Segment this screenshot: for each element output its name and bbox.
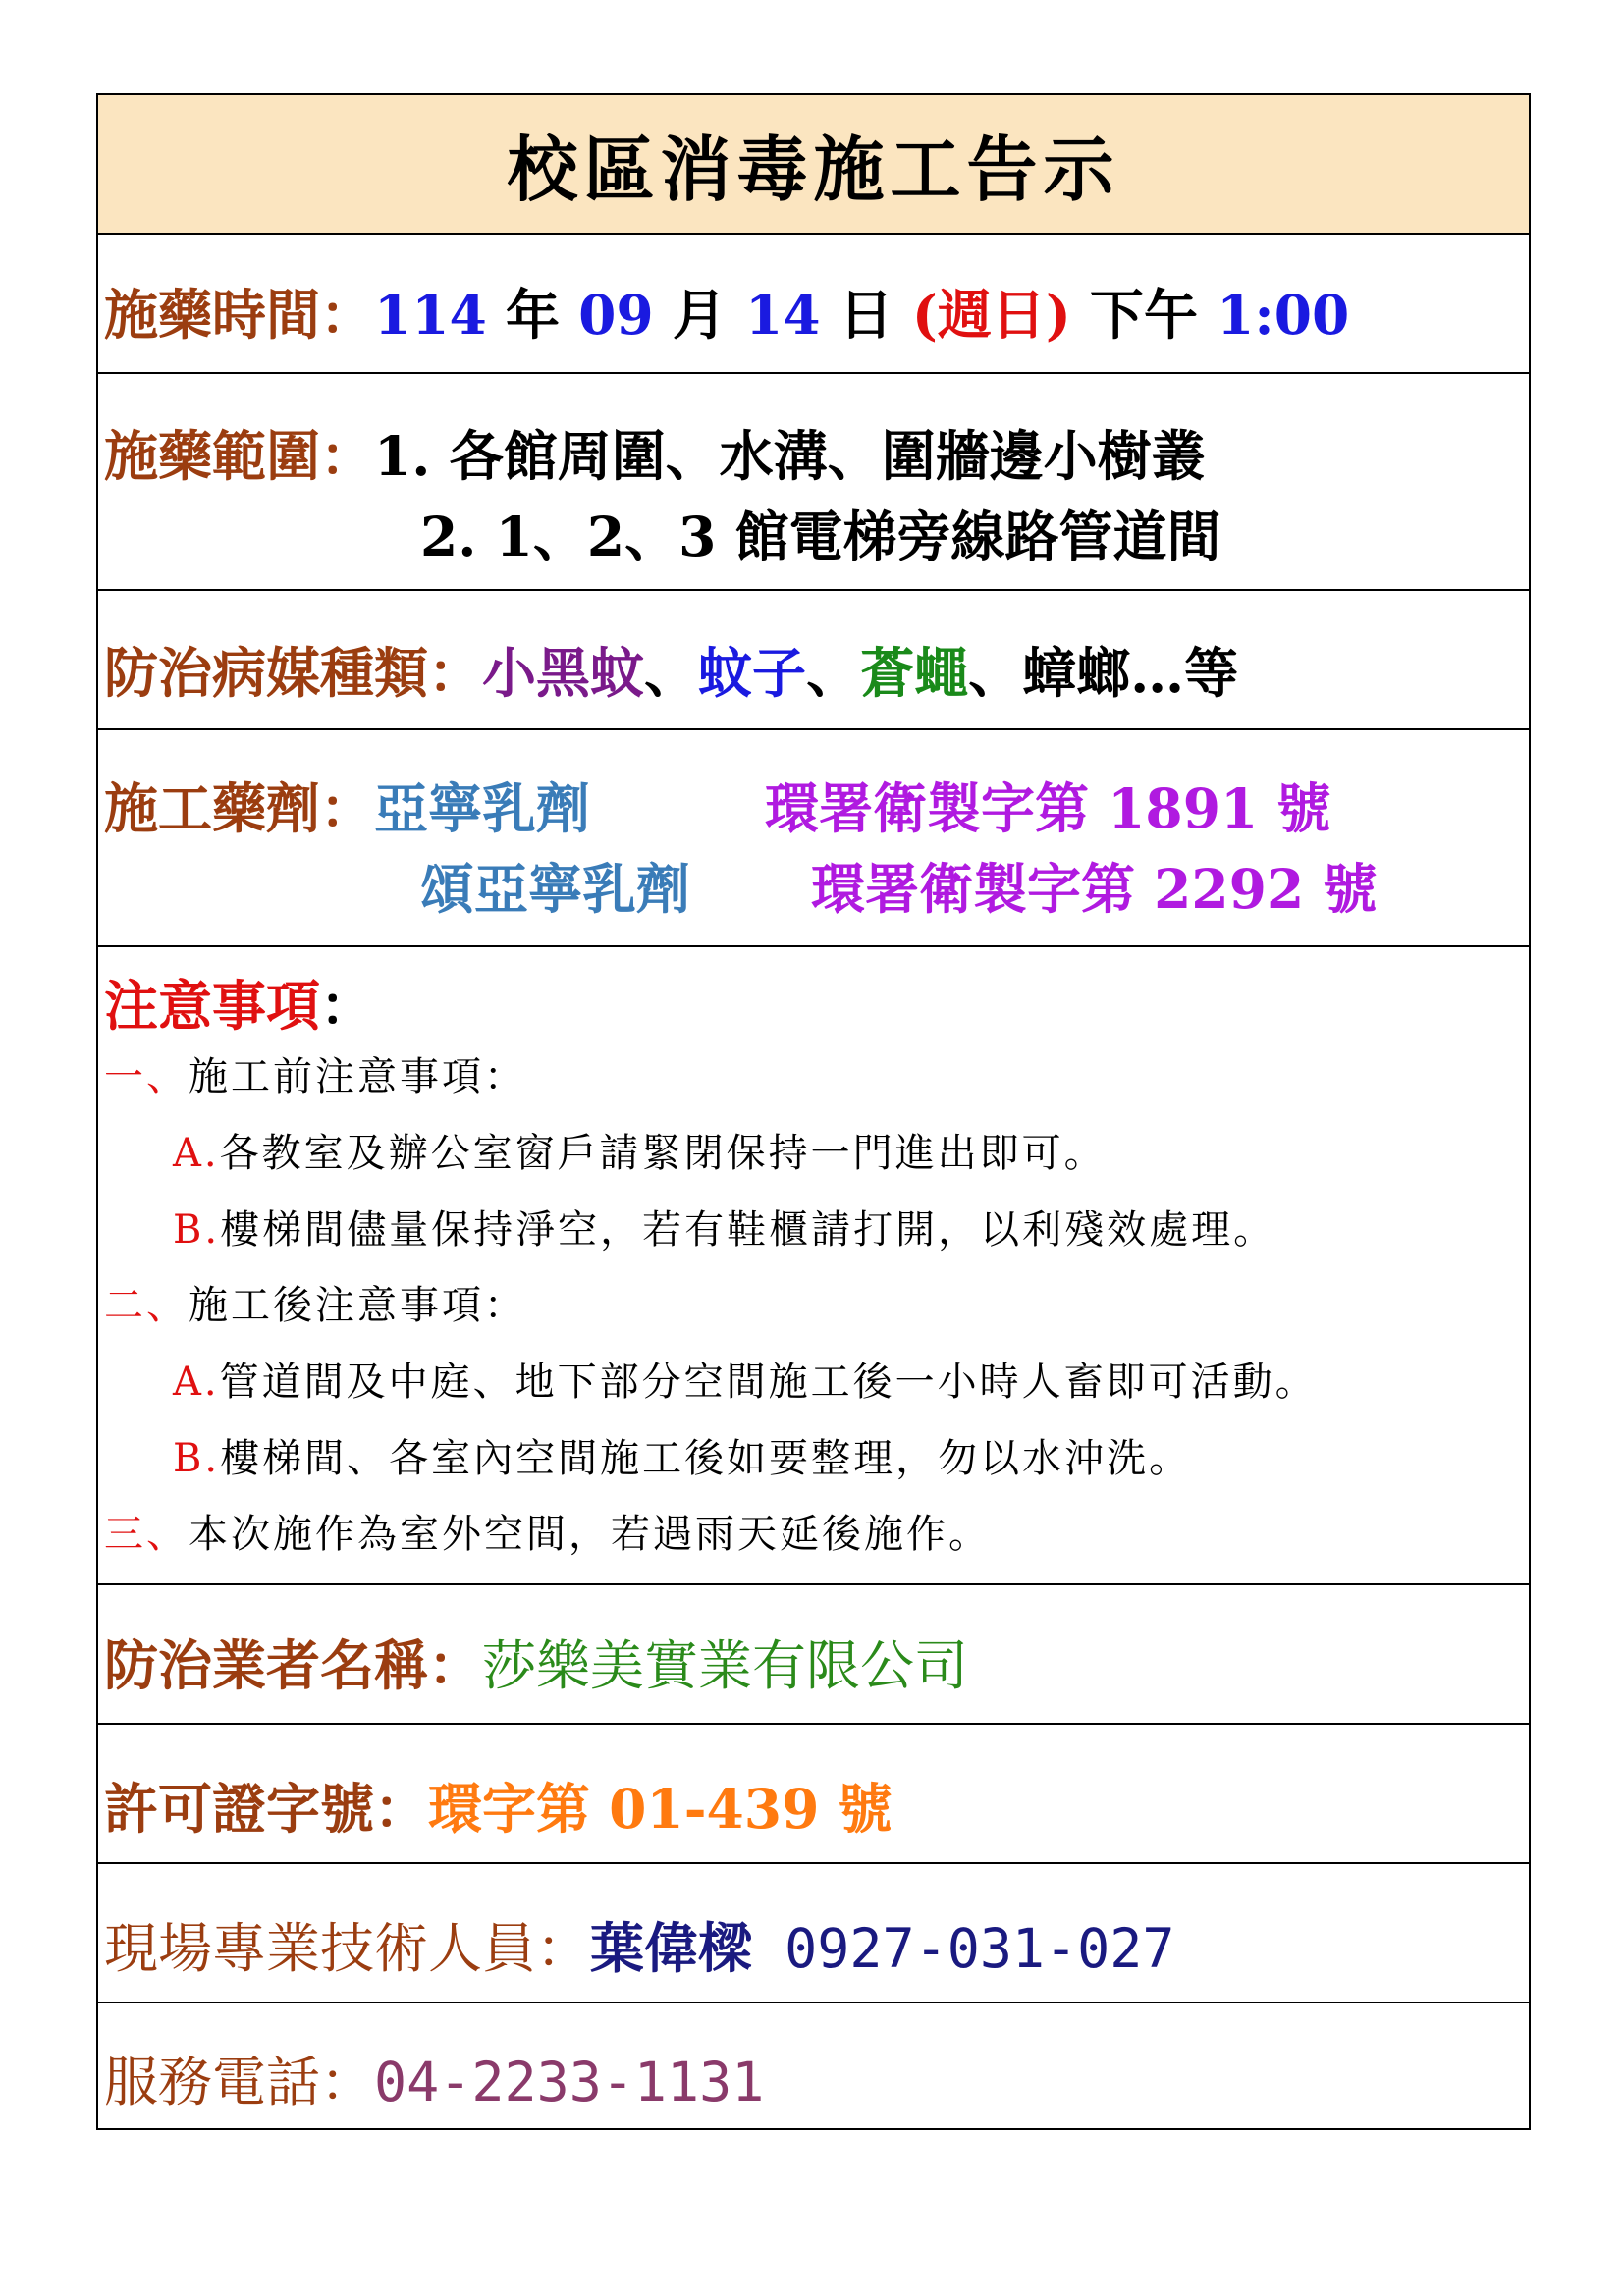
note-item (173, 1427, 1191, 1483)
notice-board (96, 93, 1531, 2130)
note-section-number: 一、 (104, 1054, 189, 1099)
scope-item: 2. 1、2、3 館電梯旁線路管道間 (420, 505, 1221, 568)
scope-item: 1. 各館周圍、水溝、圍牆邊小樹叢 (374, 424, 1206, 488)
note-item (173, 1351, 1318, 1407)
company-line (104, 1623, 968, 1700)
time-row (98, 235, 1529, 374)
notes-colon: ： (320, 974, 375, 1038)
technician-name: 葉偉樑 (590, 1916, 753, 1980)
pests-row (98, 591, 1529, 730)
title-row (98, 95, 1529, 235)
license-row (98, 1725, 1529, 1864)
note-section (104, 1503, 991, 1559)
pest-rest: 、蟑螂…等 (968, 641, 1239, 705)
note-section-text: 施工後注意事項： (189, 1283, 526, 1328)
service-line (104, 2039, 764, 2116)
pests-line (104, 630, 1238, 708)
note-item-letter: B. (173, 1207, 221, 1253)
notes-heading: 注意事項 (104, 974, 321, 1038)
time-weekday: (週日) (911, 283, 1071, 347)
service-phone: 04-2233-1131 (374, 2051, 765, 2113)
license-label: 許可證字號： (104, 1777, 429, 1841)
scope-row (98, 374, 1529, 591)
agents-label: 施工藥劑： (104, 776, 375, 840)
time-day-unit: 日 (820, 283, 912, 347)
pest-fly: 蒼蠅 (860, 641, 969, 705)
time-year-unit: 年 (486, 283, 579, 347)
agents-row (98, 730, 1529, 947)
scope-line-1 (104, 413, 1206, 491)
notes-heading-line (104, 963, 374, 1041)
technician-label: 現場專業技術人員： (104, 1917, 591, 1980)
company-label: 防治業者名稱： (104, 1633, 483, 1697)
agent-permit: 環署衛製字第 1891 號 (765, 776, 1331, 840)
note-section-number: 三、 (104, 1512, 189, 1557)
time-period: 下午 (1070, 283, 1218, 347)
agent-name: 亞寧乳劑 (374, 776, 591, 840)
time-month-unit: 月 (653, 283, 745, 347)
agent-name: 頌亞寧乳劑 (420, 857, 691, 921)
note-item-letter: A. (173, 1131, 220, 1176)
time-year: 114 (374, 283, 487, 347)
notes-row (98, 947, 1529, 1585)
pest-separator: 、 (806, 641, 861, 705)
time-day: 14 (744, 283, 821, 347)
note-item (173, 1199, 1275, 1255)
pest-midge: 小黑蚊 (482, 641, 645, 705)
note-section (104, 1274, 526, 1330)
agent-line-2 (420, 846, 1377, 924)
note-section-text: 本次施作為室外空間，若遇雨天延後施作。 (189, 1512, 991, 1557)
pests-label: 防治病媒種類： (104, 641, 483, 705)
agent-permit: 環署衛製字第 2292 號 (811, 857, 1378, 921)
note-section-text: 施工前注意事項： (189, 1054, 526, 1099)
note-item (173, 1122, 1107, 1178)
note-item-text: 樓梯間儘量保持淨空，若有鞋櫃請打開，以利殘效處理。 (220, 1207, 1276, 1253)
pest-mosquito: 蚊子 (698, 641, 807, 705)
time-month: 09 (578, 283, 654, 347)
page-title: 校區消毒施工告示 (507, 128, 1120, 211)
license-line (104, 1766, 892, 1843)
company-name: 莎樂美實業有限公司 (482, 1634, 969, 1697)
technician-line (104, 1905, 1175, 1983)
technician-row (98, 1864, 1529, 2003)
technician-phone: 0927-031-027 (752, 1917, 1175, 1980)
service-row (98, 2003, 1529, 2132)
note-section (104, 1045, 526, 1101)
note-section-number: 二、 (104, 1283, 189, 1328)
note-item-letter: A. (173, 1360, 220, 1405)
scope-line-2 (420, 494, 1221, 571)
note-item-text: 各教室及辦公室窗戶請緊閉保持一門進出即可。 (219, 1131, 1107, 1176)
pest-separator: 、 (644, 641, 699, 705)
note-item-text: 樓梯間、各室內空間施工後如要整理，勿以水沖洗。 (220, 1436, 1192, 1481)
time-clock: 1:00 (1217, 283, 1350, 347)
company-row (98, 1585, 1529, 1725)
service-label: 服務電話： (104, 2051, 375, 2113)
note-item-text: 管道間及中庭、地下部分空間施工後一小時人畜即可活動。 (219, 1360, 1318, 1405)
time-line (104, 272, 1349, 349)
scope-label: 施藥範圍： (104, 424, 375, 488)
note-item-letter: B. (173, 1436, 221, 1481)
time-label: 施藥時間： (104, 283, 375, 347)
license-number: 環字第 01-439 號 (428, 1777, 893, 1841)
agent-line-1 (104, 766, 1330, 843)
